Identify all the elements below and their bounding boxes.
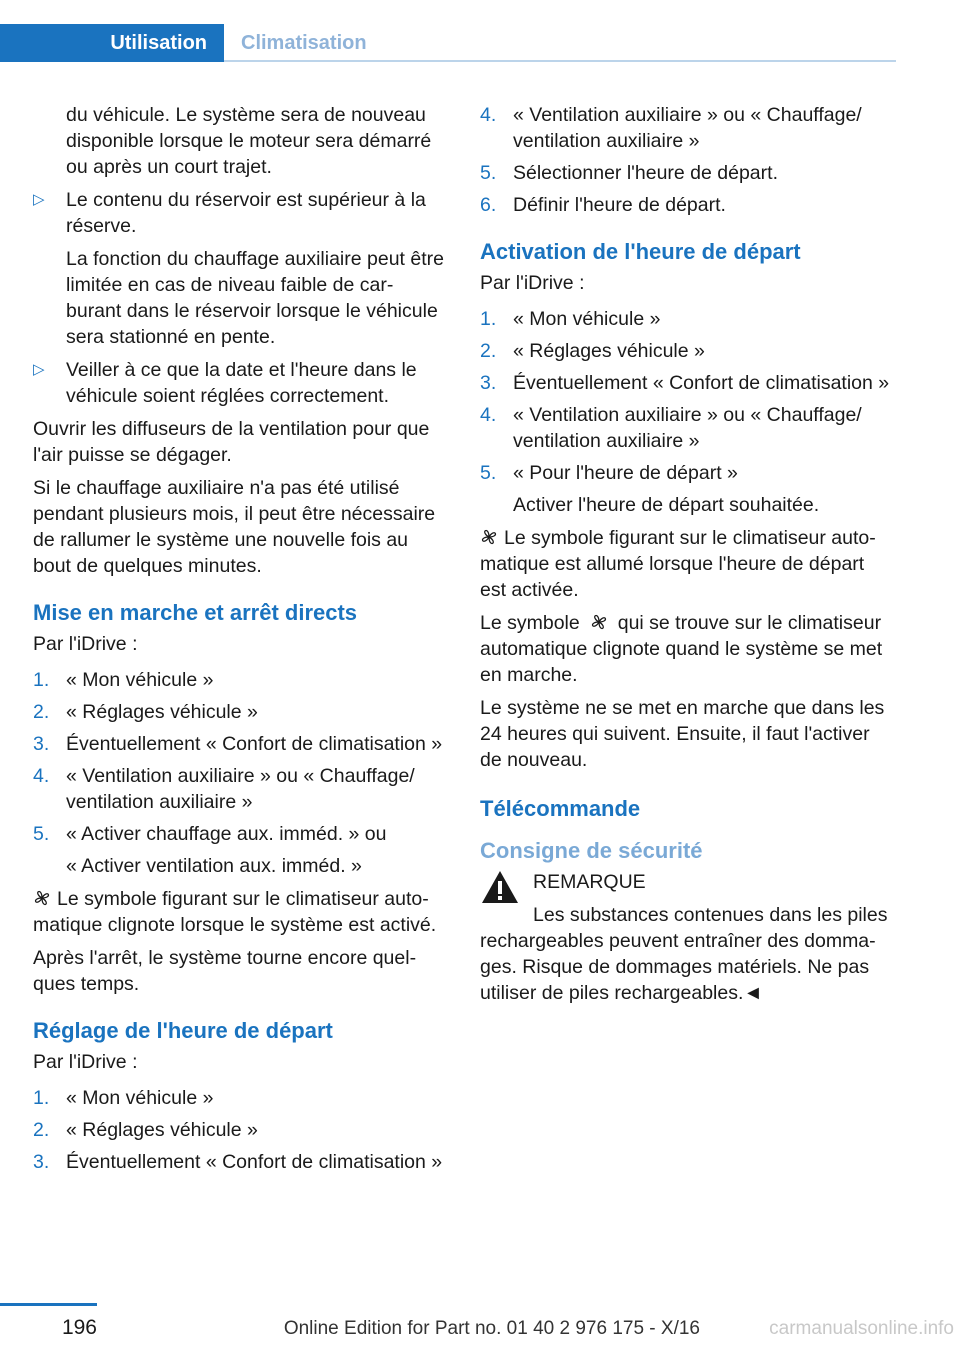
paragraph: Si le chauffage auxiliaire n'a pas été utilisé pendant plusieurs mois, il peut être nécessaire de rallumer le système une nouvelle fois au bout de quelques minutes. <box>33 477 436 577</box>
paragraph: Après l'arrêt, le système tourne encore quel-ques temps. <box>33 947 417 995</box>
list-item: 4. « Ventilation auxiliaire » ou « Chauffage/ ventilation auxiliaire » <box>33 765 415 813</box>
warning-text: Les substances contenues dans les piles rechargeables peuvent entraîner des domma-ges. Risque de dommages matériels. Ne pas utiliser de piles rechargeables.◄ <box>480 904 888 1004</box>
list-item: 3. Éventuellement « Confort de climatisation » <box>480 372 890 394</box>
list-item: 1. « Mon véhicule » <box>33 669 214 691</box>
subsection-heading-consigne: Consigne de sécurité <box>480 838 703 863</box>
bullet-item <box>33 357 447 409</box>
list-item: 5. « Activer chauffage aux. imméd. » ou <box>33 823 387 845</box>
section-heading-telecommande: Télécommande <box>480 796 641 821</box>
edition-line: Online Edition for Part no. 01 40 2 976 175 - X/16 <box>283 1318 700 1339</box>
list-item: 1. « Mon véhicule » <box>33 1087 214 1109</box>
numbered-list-reglage-cont <box>480 102 894 218</box>
page-number: 196 <box>61 1316 97 1339</box>
list-item: 2. « Réglages véhicule » <box>33 701 258 723</box>
right-column <box>480 102 894 1013</box>
list-item: 4. « Ventilation auxiliaire » ou « Chauffage/ ventilation auxiliaire » <box>480 104 862 152</box>
list-item: 2. « Réglages véhicule » <box>33 1119 258 1141</box>
list-item: 3. Éventuellement « Confort de climatisation » <box>33 1151 443 1173</box>
bullet-subtext: La fonction du chauffage auxiliaire peut être limitée en cas de niveau faible de car-burant dans le réservoir lorsque le véhicule sera stationné en pente. <box>66 248 444 348</box>
section-heading-reglage: Réglage de l'heure de départ <box>33 1018 333 1043</box>
list-item: 6. Définir l'heure de départ. <box>480 194 726 216</box>
tab-climatisation: Climatisation <box>241 31 367 54</box>
list-item: 3. Éventuellement « Confort de climatisation » <box>33 733 443 755</box>
list-item-subtext: « Activer ventilation aux. imméd. » <box>66 855 362 877</box>
warning-title: REMARQUE <box>533 871 646 893</box>
numbered-list-activation <box>480 306 894 518</box>
section-heading-direct: Mise en marche et arrêt directs <box>33 600 358 625</box>
left-column <box>33 102 447 1181</box>
intro-line: Par l'iDrive : <box>33 633 138 655</box>
numbered-list-direct <box>33 667 447 879</box>
list-item-subtext: Activer l'heure de départ souhaitée. <box>513 494 820 516</box>
paragraph: Le système ne se met en marche que dans les 24 heures qui suivent. Ensuite, il faut l'activer de nouveau. <box>480 697 885 771</box>
fan-icon <box>590 613 608 631</box>
bullet-text: Veiller à ce que la date et l'heure dans le véhicule soient réglées correctement. <box>66 359 417 407</box>
header-divider <box>224 60 896 62</box>
paragraph-with-icon: Le symbole qui se trouve sur le climatiseur automatique clignote quand le système se met en marche. <box>480 612 883 686</box>
triangle-bullet-icon: ▷ <box>33 191 45 208</box>
intro-line: Par l'iDrive : <box>480 272 585 294</box>
warning-triangle-icon <box>480 869 520 905</box>
paragraph: du véhicule. Le système sera de nouveau disponible lorsque le moteur sera démarré ou après un court trajet. <box>66 104 432 178</box>
section-heading-activation: Activation de l'heure de départ <box>480 239 801 264</box>
list-item: 1. « Mon véhicule » <box>480 308 661 330</box>
fan-icon <box>480 528 498 546</box>
list-item: 2. « Réglages véhicule » <box>480 340 705 362</box>
paragraph-with-icon: Le symbole figurant sur le climatiseur auto-matique clignote lorsque le système est activé. <box>33 888 437 936</box>
footer-rule <box>0 1303 97 1306</box>
fan-icon <box>33 889 51 907</box>
list-item: 4. « Ventilation auxiliaire » ou « Chauffage/ ventilation auxiliaire » <box>480 404 862 452</box>
warning-notice <box>480 869 894 895</box>
paragraph: Ouvrir les diffuseurs de la ventilation pour que l'air puisse se dégager. <box>33 418 430 466</box>
bullet-item <box>33 187 447 239</box>
tab-utilisation: Utilisation <box>0 24 224 62</box>
watermark: carmanualsonline.info <box>769 1318 954 1339</box>
intro-line: Par l'iDrive : <box>33 1051 138 1073</box>
bullet-text: Le contenu du réservoir est supérieur à la réserve. <box>66 189 426 237</box>
numbered-list-reglage <box>33 1085 447 1175</box>
page-header <box>0 0 960 62</box>
triangle-bullet-icon: ▷ <box>33 361 45 378</box>
paragraph-with-icon: Le symbole figurant sur le climatiseur auto-matique est allumé lorsque l'heure de départ est activée. <box>480 527 876 601</box>
list-item: 5. « Pour l'heure de départ » <box>480 462 738 484</box>
list-item: 5. Sélectionner l'heure de départ. <box>480 162 778 184</box>
